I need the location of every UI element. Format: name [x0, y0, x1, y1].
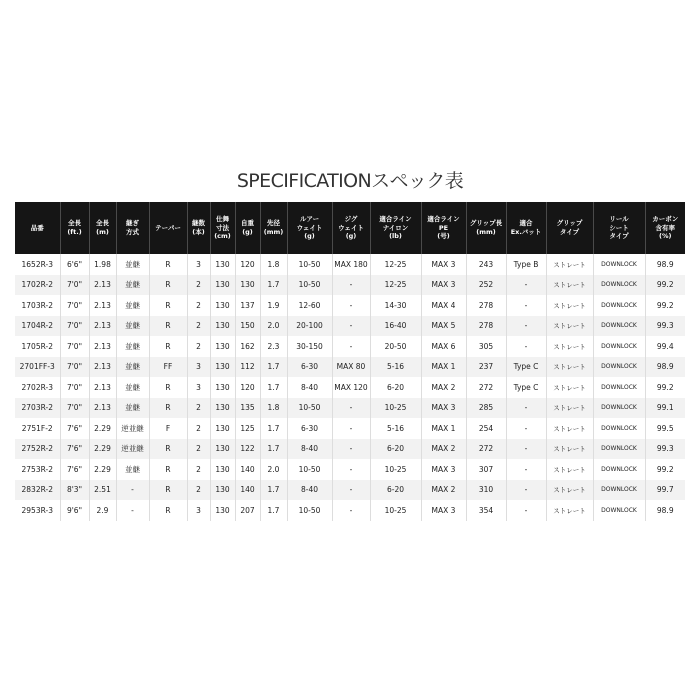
- cell-lure-weight: 8-40: [287, 480, 332, 501]
- cell-model: 1703R-2: [15, 295, 60, 316]
- cell-length-m: 1.98: [89, 254, 116, 275]
- column-header: ルアー ウェイト (g): [287, 202, 332, 254]
- cell-grip-type: ストレート: [546, 459, 593, 480]
- column-header: リール シート タイプ: [593, 202, 645, 254]
- cell-carbon-content: 99.2: [645, 275, 685, 296]
- cell-length-ft: 7'0": [60, 377, 89, 398]
- table-row: [15, 398, 685, 419]
- column-header: カーボン 含有率 (%): [645, 202, 685, 254]
- cell-pieces: 2: [187, 418, 210, 439]
- cell-grip-type: ストレート: [546, 439, 593, 460]
- header-row: [15, 202, 685, 254]
- cell-pieces: 3: [187, 357, 210, 378]
- cell-grip-length: 305: [466, 336, 506, 357]
- cell-line-nylon: 20-50: [370, 336, 421, 357]
- cell-model: 2752R-2: [15, 439, 60, 460]
- cell-grip-type: ストレート: [546, 398, 593, 419]
- cell-taper: R: [149, 459, 187, 480]
- table-row: [15, 295, 685, 316]
- spec-table-body: [15, 254, 685, 521]
- cell-length-ft: 7'0": [60, 357, 89, 378]
- cell-reel-seat: DOWNLOCK: [593, 377, 645, 398]
- cell-reel-seat: DOWNLOCK: [593, 439, 645, 460]
- cell-ex-butt: Type B: [506, 254, 546, 275]
- cell-weight: 162: [235, 336, 260, 357]
- cell-ex-butt: -: [506, 500, 546, 521]
- cell-joint-type: 並継: [116, 295, 149, 316]
- cell-model: 2701FF-3: [15, 357, 60, 378]
- cell-jig-weight: -: [332, 295, 370, 316]
- cell-weight: 150: [235, 316, 260, 337]
- cell-reel-seat: DOWNLOCK: [593, 295, 645, 316]
- cell-reel-seat: DOWNLOCK: [593, 275, 645, 296]
- cell-weight: 140: [235, 480, 260, 501]
- cell-tip-diameter: 2.0: [260, 316, 287, 337]
- cell-reel-seat: DOWNLOCK: [593, 336, 645, 357]
- column-header: 適合ライン ナイロン (lb): [370, 202, 421, 254]
- column-header: グリップ長 (mm): [466, 202, 506, 254]
- cell-line-pe: MAX 3: [421, 500, 466, 521]
- cell-length-ft: 7'0": [60, 316, 89, 337]
- cell-line-pe: MAX 3: [421, 398, 466, 419]
- table-row: [15, 357, 685, 378]
- cell-closed-length: 130: [210, 398, 235, 419]
- table-row: [15, 439, 685, 460]
- cell-grip-type: ストレート: [546, 316, 593, 337]
- cell-length-m: 2.13: [89, 377, 116, 398]
- cell-closed-length: 130: [210, 357, 235, 378]
- cell-reel-seat: DOWNLOCK: [593, 459, 645, 480]
- cell-taper: R: [149, 377, 187, 398]
- cell-line-pe: MAX 1: [421, 418, 466, 439]
- table-row: [15, 336, 685, 357]
- cell-tip-diameter: 1.7: [260, 480, 287, 501]
- cell-jig-weight: -: [332, 275, 370, 296]
- cell-jig-weight: MAX 180: [332, 254, 370, 275]
- cell-ex-butt: -: [506, 336, 546, 357]
- cell-reel-seat: DOWNLOCK: [593, 480, 645, 501]
- cell-tip-diameter: 1.9: [260, 295, 287, 316]
- column-header: 品番: [15, 202, 60, 254]
- cell-jig-weight: -: [332, 459, 370, 480]
- column-header: ジグ ウェイト (g): [332, 202, 370, 254]
- cell-ex-butt: -: [506, 459, 546, 480]
- column-header: 適合ライン PE (号): [421, 202, 466, 254]
- cell-joint-type: 並継: [116, 316, 149, 337]
- cell-weight: 112: [235, 357, 260, 378]
- cell-tip-diameter: 1.7: [260, 275, 287, 296]
- cell-grip-length: 252: [466, 275, 506, 296]
- cell-lure-weight: 30-150: [287, 336, 332, 357]
- cell-carbon-content: 99.5: [656, 423, 674, 433]
- cell-length-ft: 9'6": [60, 500, 89, 521]
- cell-joint-type: 並継: [116, 357, 149, 378]
- cell-model: 2703R-2: [15, 398, 60, 419]
- cell-weight: 207: [235, 500, 260, 521]
- cell-pieces: 2: [187, 459, 210, 480]
- cell-grip-length: 307: [466, 459, 506, 480]
- column-header: 適合 Ex.バット: [506, 202, 546, 254]
- cell-closed-length: 130: [210, 336, 235, 357]
- column-header: 全長 (ft.): [60, 202, 89, 254]
- cell-length-m: 2.13: [89, 336, 116, 357]
- cell-weight: 130: [235, 275, 260, 296]
- cell-jig-weight: -: [332, 480, 370, 501]
- cell-taper: R: [149, 275, 187, 296]
- cell-line-nylon: 10-25: [370, 398, 421, 419]
- cell-joint-type: 逆並継: [116, 418, 149, 439]
- table-row: [15, 377, 685, 398]
- column-header: 自重 (g): [235, 202, 260, 254]
- cell-line-nylon: 5-16: [370, 418, 421, 439]
- cell-length-ft: 8'3": [60, 480, 89, 501]
- cell-carbon-content: 98.9: [656, 259, 674, 269]
- cell-jig-weight: -: [332, 398, 370, 419]
- cell-taper: R: [149, 336, 187, 357]
- cell-length-ft: 7'6": [60, 459, 89, 480]
- cell-model: 2751F-2: [15, 418, 60, 439]
- cell-joint-type: 並継: [116, 254, 149, 275]
- cell-pieces: 3: [187, 254, 210, 275]
- cell-model: 2832R-2: [15, 480, 60, 501]
- cell-carbon-content: 98.9: [645, 357, 685, 378]
- cell-length-m: 2.13: [89, 398, 116, 419]
- cell-tip-diameter: 1.8: [260, 398, 287, 419]
- cell-taper: R: [149, 316, 187, 337]
- cell-lure-weight: 10-50: [287, 398, 332, 419]
- cell-ex-butt: Type C: [506, 357, 546, 378]
- cell-carbon-content: 99.1: [645, 398, 685, 419]
- cell-closed-length: 130: [210, 439, 235, 460]
- spec-table: [15, 202, 685, 521]
- cell-length-m: 2.29: [89, 418, 116, 439]
- cell-ex-butt: -: [506, 275, 546, 296]
- cell-carbon-content: 99.4: [656, 341, 674, 351]
- cell-model: 2753R-2: [15, 459, 60, 480]
- cell-line-nylon: 10-25: [370, 500, 421, 521]
- cell-line-nylon: 6-20: [370, 377, 421, 398]
- column-header: テーパー: [149, 202, 187, 254]
- cell-reel-seat: DOWNLOCK: [593, 316, 645, 337]
- cell-pieces: 2: [187, 480, 210, 501]
- cell-reel-seat: DOWNLOCK: [593, 254, 645, 275]
- cell-closed-length: 130: [210, 295, 235, 316]
- cell-model: 2702R-3: [15, 377, 60, 398]
- cell-grip-length: 278: [466, 316, 506, 337]
- cell-pieces: 2: [187, 336, 210, 357]
- cell-carbon-content: 99.2: [656, 464, 674, 474]
- cell-model: 1704R-2: [15, 316, 60, 337]
- cell-grip-type: ストレート: [546, 254, 593, 275]
- cell-taper: R: [149, 500, 187, 521]
- cell-length-ft: 7'0": [60, 275, 89, 296]
- cell-jig-weight: -: [332, 439, 370, 460]
- table-row: [15, 418, 685, 439]
- cell-carbon-content: 99.3: [645, 316, 685, 337]
- cell-lure-weight: 8-40: [287, 439, 332, 460]
- cell-carbon-content: 98.9: [656, 505, 674, 515]
- cell-tip-diameter: 2.3: [260, 336, 287, 357]
- cell-grip-type: ストレート: [546, 377, 593, 398]
- cell-line-pe: MAX 2: [421, 439, 466, 460]
- cell-pieces: 2: [187, 439, 210, 460]
- cell-closed-length: 130: [210, 377, 235, 398]
- cell-length-ft: 7'6": [60, 439, 89, 460]
- column-header: グリップ タイプ: [546, 202, 593, 254]
- cell-line-nylon: 14-30: [370, 295, 421, 316]
- cell-lure-weight: 20-100: [287, 316, 332, 337]
- cell-grip-length: 354: [466, 500, 506, 521]
- cell-jig-weight: MAX 80: [332, 357, 370, 378]
- cell-reel-seat: DOWNLOCK: [593, 418, 645, 439]
- cell-line-nylon: 12-25: [370, 254, 421, 275]
- cell-joint-type: 逆並継: [116, 439, 149, 460]
- cell-grip-length: 272: [466, 439, 506, 460]
- cell-ex-butt: -: [506, 439, 546, 460]
- cell-joint-type: 並継: [116, 377, 149, 398]
- cell-tip-diameter: 2.0: [260, 459, 287, 480]
- cell-grip-length: 243: [466, 254, 506, 275]
- cell-joint-type: 並継: [116, 336, 149, 357]
- cell-reel-seat: DOWNLOCK: [593, 398, 645, 419]
- cell-jig-weight: -: [332, 500, 370, 521]
- cell-closed-length: 130: [210, 480, 235, 501]
- cell-ex-butt: Type C: [506, 377, 546, 398]
- cell-line-pe: MAX 2: [421, 480, 466, 501]
- cell-line-pe: MAX 2: [421, 377, 466, 398]
- cell-ex-butt: -: [506, 316, 546, 337]
- cell-weight: 135: [235, 398, 260, 419]
- cell-line-pe: MAX 1: [421, 357, 466, 378]
- cell-closed-length: 130: [210, 275, 235, 296]
- cell-closed-length: 130: [210, 316, 235, 337]
- cell-pieces: 3: [187, 500, 210, 521]
- cell-length-ft: 7'0": [60, 336, 89, 357]
- cell-line-nylon: 6-20: [370, 480, 421, 501]
- cell-ex-butt: -: [506, 295, 546, 316]
- cell-jig-weight: -: [332, 418, 370, 439]
- cell-carbon-content: 99.2: [656, 300, 674, 310]
- spec-table-header: [15, 202, 685, 254]
- cell-lure-weight: 8-40: [287, 377, 332, 398]
- cell-taper: R: [149, 295, 187, 316]
- table-row: [15, 500, 685, 521]
- cell-grip-type: ストレート: [546, 480, 593, 501]
- column-header: 継ぎ 方式: [116, 202, 149, 254]
- cell-grip-length: 272: [466, 377, 506, 398]
- cell-length-m: 2.13: [89, 275, 116, 296]
- cell-grip-type: ストレート: [546, 357, 593, 378]
- cell-weight: 140: [235, 459, 260, 480]
- cell-joint-type: -: [116, 480, 149, 501]
- cell-closed-length: 130: [210, 254, 235, 275]
- cell-reel-seat: DOWNLOCK: [593, 500, 645, 521]
- cell-carbon-content: 99.2: [656, 382, 674, 392]
- cell-line-nylon: 12-25: [370, 275, 421, 296]
- cell-line-pe: MAX 3: [421, 275, 466, 296]
- cell-grip-length: 254: [466, 418, 506, 439]
- cell-ex-butt: -: [506, 398, 546, 419]
- cell-jig-weight: -: [332, 336, 370, 357]
- cell-lure-weight: 10-50: [287, 500, 332, 521]
- cell-ex-butt: -: [506, 480, 546, 501]
- cell-pieces: 3: [187, 377, 210, 398]
- column-header: 継数 (本): [187, 202, 210, 254]
- cell-carbon-content: 99.3: [645, 439, 685, 460]
- table-row: [15, 316, 685, 337]
- cell-length-m: 2.29: [89, 459, 116, 480]
- cell-joint-type: 並継: [116, 398, 149, 419]
- cell-jig-weight: -: [332, 316, 370, 337]
- cell-weight: 122: [235, 439, 260, 460]
- column-header: 先径 (mm): [260, 202, 287, 254]
- cell-grip-type: ストレート: [546, 336, 593, 357]
- cell-model: 2953R-3: [15, 500, 60, 521]
- cell-length-ft: 6'6": [60, 254, 89, 275]
- table-row: [15, 275, 685, 296]
- cell-pieces: 2: [187, 316, 210, 337]
- cell-grip-type: ストレート: [546, 275, 593, 296]
- cell-line-nylon: 6-20: [370, 439, 421, 460]
- cell-model: 1705R-2: [15, 336, 60, 357]
- cell-lure-weight: 10-50: [287, 275, 332, 296]
- cell-tip-diameter: 1.8: [260, 254, 287, 275]
- cell-lure-weight: 12-60: [287, 295, 332, 316]
- cell-taper: F: [149, 418, 187, 439]
- cell-lure-weight: 6-30: [287, 357, 332, 378]
- cell-taper: R: [149, 439, 187, 460]
- cell-taper: FF: [149, 357, 187, 378]
- cell-length-m: 2.13: [89, 357, 116, 378]
- cell-grip-type: ストレート: [546, 418, 593, 439]
- cell-joint-type: 並継: [116, 275, 149, 296]
- cell-tip-diameter: 1.7: [260, 377, 287, 398]
- cell-closed-length: 130: [210, 500, 235, 521]
- cell-model: 1702R-2: [15, 275, 60, 296]
- table-row: [15, 459, 685, 480]
- cell-tip-diameter: 1.7: [260, 357, 287, 378]
- cell-joint-type: 並継: [116, 459, 149, 480]
- table-row: [15, 480, 685, 501]
- cell-closed-length: 130: [210, 459, 235, 480]
- cell-grip-length: 278: [466, 295, 506, 316]
- cell-jig-weight: MAX 120: [332, 377, 370, 398]
- cell-taper: R: [149, 398, 187, 419]
- cell-grip-type: ストレート: [546, 295, 593, 316]
- cell-length-m: 2.9: [89, 500, 116, 521]
- cell-length-m: 2.29: [89, 439, 116, 460]
- cell-line-pe: MAX 3: [421, 459, 466, 480]
- cell-tip-diameter: 1.7: [260, 418, 287, 439]
- table-row: [15, 254, 685, 275]
- cell-joint-type: -: [116, 500, 149, 521]
- cell-reel-seat: DOWNLOCK: [593, 357, 645, 378]
- cell-length-ft: 7'0": [60, 398, 89, 419]
- cell-line-pe: MAX 6: [421, 336, 466, 357]
- spec-title: SPECIFICATIONスペック表: [236, 170, 464, 192]
- cell-weight: 137: [235, 295, 260, 316]
- cell-taper: R: [149, 254, 187, 275]
- cell-length-m: 2.13: [89, 316, 116, 337]
- cell-carbon-content: 99.7: [645, 480, 685, 501]
- cell-line-pe: MAX 5: [421, 316, 466, 337]
- cell-length-ft: 7'0": [60, 295, 89, 316]
- column-header: 全長 (m): [89, 202, 116, 254]
- cell-closed-length: 130: [210, 418, 235, 439]
- cell-length-ft: 7'6": [60, 418, 89, 439]
- cell-pieces: 2: [187, 295, 210, 316]
- cell-grip-type: ストレート: [546, 500, 593, 521]
- cell-line-nylon: 16-40: [370, 316, 421, 337]
- cell-weight: 120: [235, 254, 260, 275]
- cell-line-pe: MAX 3: [421, 254, 466, 275]
- cell-taper: R: [149, 480, 187, 501]
- cell-lure-weight: 10-50: [287, 459, 332, 480]
- cell-line-nylon: 10-25: [370, 459, 421, 480]
- cell-ex-butt: -: [506, 418, 546, 439]
- cell-length-m: 2.13: [89, 295, 116, 316]
- cell-grip-length: 310: [466, 480, 506, 501]
- cell-pieces: 2: [187, 275, 210, 296]
- cell-line-nylon: 5-16: [370, 357, 421, 378]
- column-header: 仕舞 寸法 (cm): [210, 202, 235, 254]
- cell-weight: 125: [235, 418, 260, 439]
- cell-grip-length: 285: [466, 398, 506, 419]
- cell-length-m: 2.51: [89, 480, 116, 501]
- cell-tip-diameter: 1.7: [260, 500, 287, 521]
- cell-grip-length: 237: [466, 357, 506, 378]
- cell-pieces: 2: [187, 398, 210, 419]
- cell-lure-weight: 6-30: [287, 418, 332, 439]
- cell-tip-diameter: 1.7: [260, 439, 287, 460]
- cell-lure-weight: 10-50: [287, 254, 332, 275]
- cell-weight: 120: [235, 377, 260, 398]
- cell-model: 1652R-3: [15, 254, 60, 275]
- cell-line-pe: MAX 4: [421, 295, 466, 316]
